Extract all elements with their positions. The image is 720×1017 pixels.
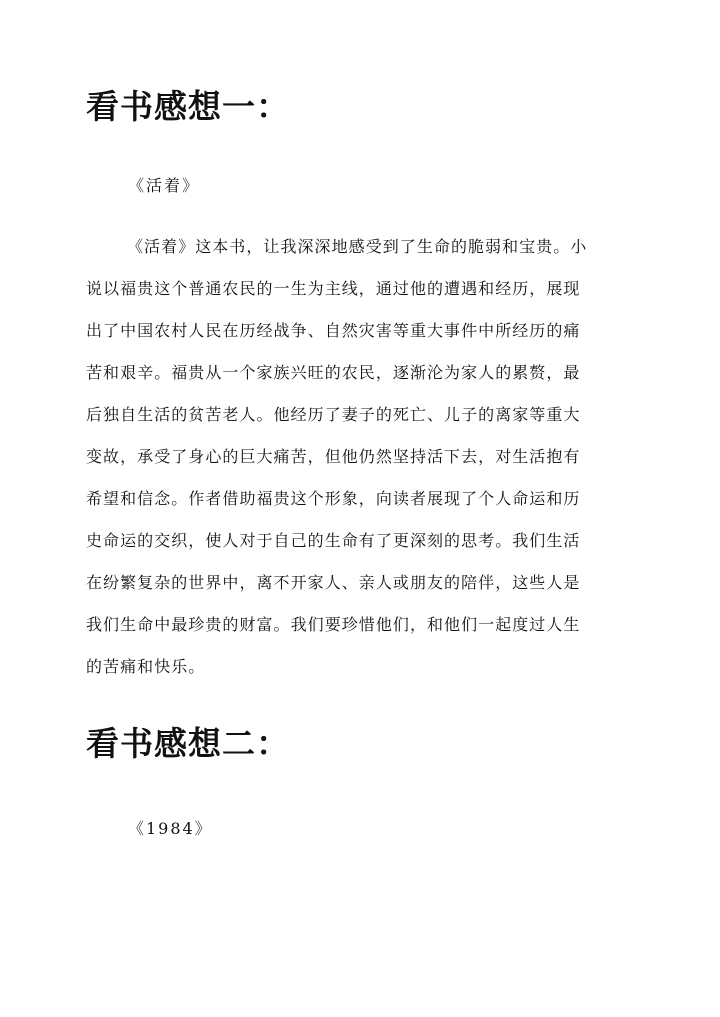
paragraph-line: 变故，承受了身心的巨大痛苦，但他仍然坚持活下去，对生活抱有 [86, 447, 581, 466]
section-1-heading: 看书感想一： [86, 87, 290, 126]
paragraph-line: 说以福贵这个普通农民的一生为主线，通过他的遭遇和经历，展现 [86, 279, 581, 298]
paragraph-line: 后独自生活的贫苦老人。他经历了妻子的死亡、儿子的离家等重大 [86, 405, 581, 424]
paragraph-line: 苦和艰辛。福贵从一个家族兴旺的农民，逐渐沦为家人的累赘，最 [86, 363, 581, 382]
paragraph-line: 希望和信念。作者借助福贵这个形象，向读者展现了个人命运和历 [86, 489, 581, 508]
paragraph-line: 《活着》这本书，让我深深地感受到了生命的脆弱和宝贵。小 [127, 237, 588, 256]
paragraph-line: 出了中国农村人民在历经战争、自然灾害等重大事件中所经历的痛 [86, 321, 581, 340]
paragraph-line: 在纷繁复杂的世界中，离不开家人、亲人或朋友的陪伴，这些人是 [86, 573, 581, 592]
section-2-heading: 看书感想二： [86, 724, 290, 763]
section-1-paragraph [86, 226, 632, 688]
paragraph-line: 史命运的交织，使人对于自己的生命有了更深刻的思考。我们生活 [86, 531, 581, 550]
paragraph-line: 的苦痛和快乐。 [86, 657, 206, 676]
section-1-book-title: 《活着》 [128, 176, 201, 195]
paragraph-line: 我们生命中最珍贵的财富。我们要珍惜他们，和他们一起度过人生 [86, 615, 581, 634]
section-2-book-title: 《1984》 [128, 819, 213, 838]
